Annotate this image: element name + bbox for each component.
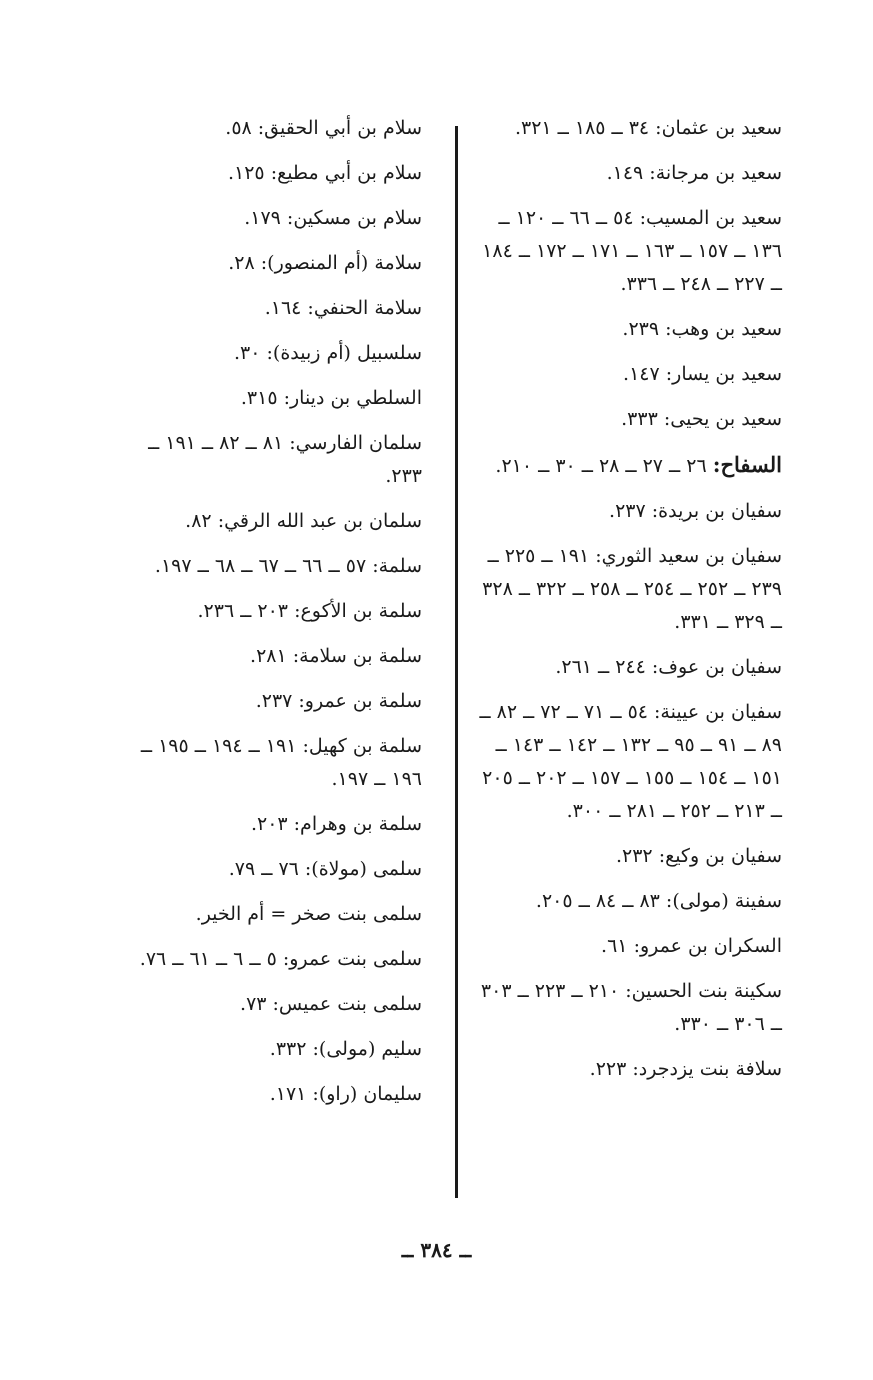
index-entry — [108, 988, 422, 1021]
column-divider — [455, 126, 458, 1198]
entry-name: سلمة بن وهرام: — [293, 813, 422, 835]
entry-pages: ١٧٩. — [244, 207, 281, 229]
entry-name: السلطي بن دينار: — [283, 387, 422, 409]
entry-pages: ١٢٥. — [227, 162, 265, 184]
index-entry — [108, 247, 422, 280]
entry-pages: ٢٣٢. — [615, 845, 653, 867]
index-entry — [108, 292, 422, 325]
index-entry — [108, 550, 422, 583]
entry-pages: ٨٢. — [185, 510, 212, 532]
index-entry — [108, 382, 422, 415]
entry-pages: ٣٣٢. — [269, 1038, 307, 1060]
index-entry — [108, 640, 422, 673]
index-entry — [108, 898, 422, 931]
entry-pages: ١٦٤. — [264, 297, 302, 319]
index-entry — [468, 930, 782, 963]
entry-name: سعيد بن مرجانة: — [649, 162, 782, 184]
entry-name: سفيان بن بريدة: — [651, 500, 782, 522]
entry-name: سليم (مولى): — [312, 1038, 422, 1060]
entry-name: سلمة بن كهيل: — [302, 735, 422, 757]
entry-name: سلمة بن سلامة: — [292, 645, 422, 667]
entry-pages: ٧٣. — [240, 993, 267, 1015]
entry-pages: ١٩١ ــ ٢٢٥ ــ ٢٣٩ ــ ٢٥٢ ــ ٢٥٤ ــ ٢٥٨ ــ ٣٢٢ ــ ٣٢٨ ــ ٣٢٩ ــ ٣٣١. — [482, 545, 782, 633]
index-entry — [108, 808, 422, 841]
index-entry — [468, 495, 782, 528]
index-entry — [468, 448, 782, 483]
index-entry — [468, 112, 782, 145]
entry-name: سفيان بن عوف: — [651, 656, 782, 678]
entry-name: سفيان بن سعيد الثوري: — [595, 545, 782, 567]
index-entry — [108, 157, 422, 190]
entry-pages: ٣٣٣. — [621, 408, 658, 430]
index-entry — [468, 696, 782, 828]
entry-pages: ٨١ ــ ٨٢ ــ ١٩١ ــ ٢٣٣. — [148, 432, 422, 487]
entry-name: سلمى (مولاة): — [304, 858, 422, 880]
index-entry — [108, 1033, 422, 1066]
index-entry — [108, 427, 422, 493]
entry-name: السفاح: — [712, 452, 782, 477]
index-entry — [468, 651, 782, 684]
entry-pages: ٣٠. — [233, 342, 261, 364]
entry-name: سعيد بن يحيى: — [663, 408, 782, 430]
entry-pages: ٢١٠ ــ ٢٢٣ ــ ٣٠٣ ــ ٣٠٦ ــ ٣٣٠. — [480, 980, 782, 1035]
index-entry — [468, 313, 782, 346]
entry-name: سلام بن أبي مطيع: — [270, 162, 422, 184]
index-entry — [108, 1078, 422, 1111]
entry-name: سلمان الفارسي: — [289, 432, 422, 454]
entry-pages: ٢٢٣. — [589, 1058, 627, 1080]
entry-name: سفيان بن وكيع: — [658, 845, 782, 867]
right-column — [468, 112, 782, 1098]
entry-pages: ٥٧ ــ ٦٦ ــ ٦٧ ــ ٦٨ ــ ١٩٧. — [154, 555, 367, 577]
entry-name: سلام بن أبي الحقيق: — [257, 117, 422, 139]
entry-name: سلامة (أم المنصور): — [260, 252, 422, 274]
entry-pages: ٣١٥. — [240, 387, 278, 409]
entry-pages: ٨٣ ــ ٨٤ ــ ٢٠٥. — [535, 890, 660, 912]
entry-pages: ٥٤ ــ ٦٦ ــ ١٢٠ ــ ١٣٦ ــ ١٥٧ ــ ١٦٣ ــ ١٧١ ــ ١٧٢ ــ ١٨٤ ــ ٢٢٧ ــ ٢٤٨ ــ ٣٣٦. — [482, 207, 782, 295]
entry-name: سفيان بن عيينة: — [654, 701, 782, 723]
index-entry — [108, 685, 422, 718]
entry-name: السكران بن عمرو: — [633, 935, 782, 957]
entry-pages: ٢٠٣ ــ ٢٣٦. — [197, 600, 289, 622]
entry-pages: ٥ ــ ٦ ــ ٦١ ــ ٧٦. — [139, 948, 277, 970]
entry-name: سعيد بن وهب: — [665, 318, 782, 340]
index-entry — [468, 840, 782, 873]
entry-pages: ٢٣٧. — [255, 690, 293, 712]
entry-pages: ٣٤ ــ ١٨٥ ــ ٣٢١. — [514, 117, 650, 139]
entry-name: سعيد بن يسار: — [665, 363, 782, 385]
entry-pages: ٢٨١. — [250, 645, 287, 667]
entry-name: سلمى بنت عمرو: — [282, 948, 422, 970]
entry-name: سلامة الحنفي: — [307, 297, 422, 319]
entry-pages: ٢٤٤ ــ ٢٦١. — [555, 656, 646, 678]
entry-name: سلمة: — [372, 555, 422, 577]
entry-name: سليمان (راو): — [312, 1083, 422, 1105]
entry-pages: ٥٨. — [225, 117, 252, 139]
entry-name: سلمان بن عبد الله الرقي: — [217, 510, 422, 532]
entry-pages: ٧٦ ــ ٧٩. — [228, 858, 299, 880]
entry-name: سفينة (مولى): — [665, 890, 782, 912]
entry-pages: ٥٤ ــ ٧١ ــ ٧٢ ــ ٨٢ ــ ٨٩ ــ ٩١ ــ ٩٥ ــ ١٣٢ ــ ١٤٢ ــ ١٤٣ ــ ١٥١ ــ ١٥٤ ــ ١٥٥ ــ ١٥٧ ــ ٢٠٢ ــ ٢٠٥ ــ ٢١٣ ــ ٢٥٢ ــ ٢٨١ ــ ٣٠٠. — [479, 701, 782, 822]
index-entry — [108, 595, 422, 628]
entry-pages: ١٤٧. — [623, 363, 660, 385]
entry-name: سكينة بنت الحسين: — [625, 980, 782, 1002]
entry-name: سلافة بنت يزدجرد: — [632, 1058, 782, 1080]
index-entry — [468, 358, 782, 391]
index-entry — [468, 885, 782, 918]
page-number: ــ ٣٨٤ ــ — [401, 1238, 472, 1262]
index-entry — [108, 730, 422, 796]
index-entry — [108, 202, 422, 235]
index-entry — [468, 403, 782, 436]
index-entry — [468, 975, 782, 1041]
entry-name: سلمى بنت صخر = أم الخير. — [195, 903, 422, 925]
index-entry — [468, 540, 782, 639]
entry-pages: ٢٣٧. — [609, 500, 646, 522]
entry-pages: ٢٠٣. — [250, 813, 288, 835]
entry-pages: ١٩١ ــ ١٩٤ ــ ١٩٥ ــ ١٩٦ ــ ١٩٧. — [140, 735, 422, 790]
entry-name: سعيد بن المسيب: — [639, 207, 782, 229]
index-entry — [108, 505, 422, 538]
left-column — [108, 112, 422, 1123]
entry-name: سلمة بن الأكوع: — [294, 600, 422, 622]
index-entry — [108, 853, 422, 886]
index-entry — [108, 337, 422, 370]
entry-name: سعيد بن عثمان: — [655, 117, 782, 139]
index-entry — [108, 943, 422, 976]
entry-name: سلمة بن عمرو: — [298, 690, 422, 712]
entry-name: سلمى بنت عميس: — [272, 993, 422, 1015]
entry-pages: ٢٦ ــ ٢٧ ــ ٢٨ ــ ٣٠ ــ ٢١٠. — [495, 455, 707, 477]
index-entry — [468, 202, 782, 301]
entry-pages: ٦١. — [601, 935, 628, 957]
index-entry — [468, 1053, 782, 1086]
entry-pages: ٢٣٩. — [622, 318, 660, 340]
entry-name: سلسبيل (أم زبيدة): — [266, 342, 422, 364]
entry-name: سلام بن مسكين: — [286, 207, 422, 229]
index-entry — [468, 157, 782, 190]
entry-pages: ١٧١. — [269, 1083, 307, 1105]
entry-pages: ١٤٩. — [606, 162, 644, 184]
entry-pages: ٢٨. — [228, 252, 255, 274]
index-entry — [108, 112, 422, 145]
